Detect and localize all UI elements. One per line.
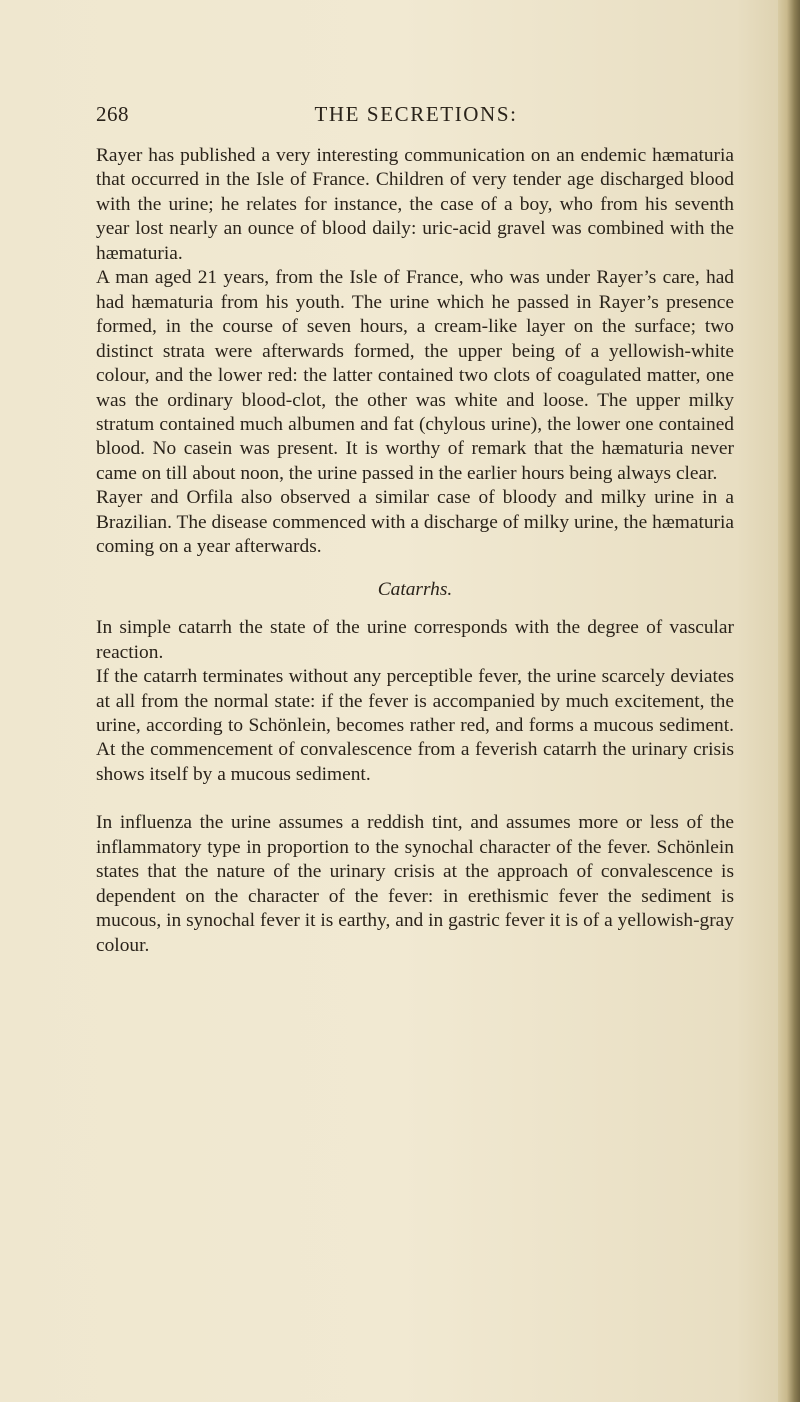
paragraph: If the catarrh terminates without any perceptible fever, the urine scarcely deviates at all from the normal state: if the fever is accompanied by much excitement, the urine, according to Schönlein, becomes rather red, and forms a mucous sediment. At the commencement of convalescence from a feverish catarrh the urinary crisis shows itself by a mucous sediment. [96, 666, 734, 785]
body-text [96, 144, 734, 958]
paragraph: A man aged 21 years, from the Isle of France, who was under Rayer’s care, had had hæmaturia from his youth. The urine which he passed in Rayer’s presence formed, in the course of seven hours, a cream-like layer on the surface; two distinct strata were afterwards formed, the upper being of a yellowish-white colour, and the lower red: the latter contained two clots of coagulated matter, one was the ordinary blood-clot, the other was white and loose. The upper milky stratum contained much albumen and fat (chylous urine), the lower one contained blood. No casein was present. It is worthy of remark that the hæmaturia never came on till about noon, the urine passed in the earlier hours being always clear. [96, 267, 734, 484]
paragraph: Rayer has published a very interesting communication on an endemic hæmaturia that occurred in the Isle of France. Children of very tender age discharged blood with the urine; he relates for instance, the case of a boy, who from his seventh year lost nearly an ounce of blood daily: uric-acid gravel was combined with the hæmaturia. [96, 145, 734, 264]
paragraph: In simple catarrh the state of the urine corresponds with the degree of vascular reaction. [96, 617, 734, 663]
running-head: THE SECRETIONS: [314, 102, 518, 126]
page-spine-edge [778, 0, 800, 1402]
page-header [96, 102, 736, 130]
paragraph: In influenza the urine assumes a reddish tint, and assumes more or less of the inflammatory type in proportion to the synochal character of the fever. Schönlein states that the nature of the urinary crisis at the approach of convalescence is dependent on the character of the fever: in erethismic fever the sediment is mucous, in synochal fever it is earthy, and in gastric fever it is of a yellowish-gray colour. [96, 812, 734, 956]
page-number: 268 [96, 102, 129, 126]
paragraph: Rayer and Orfila also observed a similar case of bloody and milky urine in a Brazilian. The disease commenced with a discharge of milky urine, the hæmaturia coming on a year afterwards. [96, 487, 734, 558]
section-heading: Catarrhs. [377, 578, 453, 600]
